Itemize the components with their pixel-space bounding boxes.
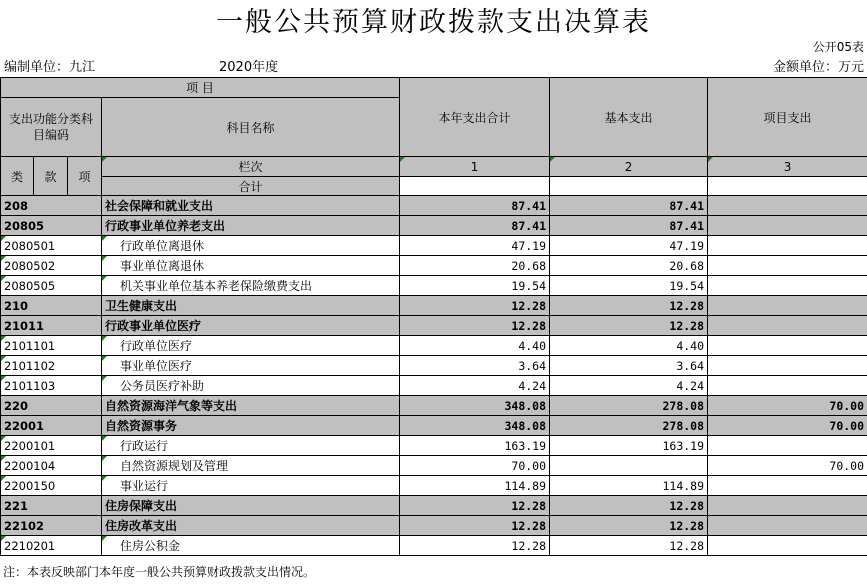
table-row — [1, 296, 867, 316]
header-heji: 合计 — [102, 177, 400, 196]
header-project-expenditure: 项目支出 — [708, 78, 867, 157]
row-basic: 4.40 — [550, 336, 708, 356]
row-basic: 163.19 — [550, 436, 708, 456]
row-code: 2200101 — [1, 436, 102, 456]
row-total: 12.28 — [400, 536, 550, 556]
header-kuan: 款 — [34, 157, 68, 196]
row-subject-name: 公务员医疗补助 — [102, 376, 400, 396]
row-total: 12.28 — [400, 296, 550, 316]
header-total: 本年支出合计 — [400, 78, 550, 157]
row-project-expenditure — [708, 436, 867, 456]
row-project-expenditure — [708, 196, 867, 216]
row-subject-name: 自然资源规划及管理 — [102, 456, 400, 476]
table-row — [1, 196, 867, 216]
row-basic: 19.54 — [550, 276, 708, 296]
row-total: 19.54 — [400, 276, 550, 296]
table-row — [1, 436, 867, 456]
row-project-expenditure — [708, 476, 867, 496]
row-project-expenditure — [708, 516, 867, 536]
table-row — [1, 456, 867, 476]
row-total: 87.41 — [400, 216, 550, 236]
row-basic: 278.08 — [550, 396, 708, 416]
project-sum-cell — [708, 177, 867, 196]
table-row — [1, 316, 867, 336]
row-code: 2080501 — [1, 236, 102, 256]
row-project-expenditure — [708, 336, 867, 356]
row-project-expenditure — [708, 316, 867, 336]
col-index-3: 3 — [708, 157, 867, 177]
table-note: 注：本表反映部门本年度一般公共预算财政拨款支出情况。 — [3, 565, 316, 579]
header-code-group: 支出功能分类科目编码 — [1, 98, 102, 157]
table-row — [1, 256, 867, 276]
row-code: 2101103 — [1, 376, 102, 396]
row-code: 21011 — [1, 316, 102, 336]
row-total: 47.19 — [400, 236, 550, 256]
row-subject-name: 住房公积金 — [102, 536, 400, 556]
row-project-expenditure — [708, 216, 867, 236]
row-subject-name: 事业单位离退休 — [102, 256, 400, 276]
row-basic: 278.08 — [550, 416, 708, 436]
row-project-expenditure — [708, 296, 867, 316]
header-lei: 类 — [1, 157, 34, 196]
compiling-unit: 编制单位：九江 — [4, 60, 96, 75]
row-project-expenditure — [708, 276, 867, 296]
table-row — [1, 476, 867, 496]
row-code: 220 — [1, 396, 102, 416]
row-subject-name: 卫生健康支出 — [102, 296, 400, 316]
row-code: 22102 — [1, 516, 102, 536]
row-subject-name: 住房保障支出 — [102, 496, 400, 516]
row-project-expenditure — [708, 376, 867, 396]
row-project-expenditure — [708, 356, 867, 376]
header-project: 项 目 — [1, 78, 400, 98]
row-basic: 20.68 — [550, 256, 708, 276]
row-project-expenditure: 70.00 — [708, 416, 867, 436]
row-project-expenditure: 70.00 — [708, 396, 867, 416]
row-basic: 87.41 — [550, 216, 708, 236]
row-total: 163.19 — [400, 436, 550, 456]
header-subject-name: 科目名称 — [102, 98, 400, 157]
header-lanci: 栏次 — [102, 157, 400, 177]
col-index-1: 1 — [400, 157, 550, 177]
header-xiang: 项 — [68, 157, 102, 196]
row-subject-name: 事业运行 — [102, 476, 400, 496]
row-total: 4.24 — [400, 376, 550, 396]
table-row — [1, 536, 867, 556]
row-code: 210 — [1, 296, 102, 316]
table-row — [1, 496, 867, 516]
basic-sum-cell — [550, 177, 708, 196]
row-subject-name: 行政事业单位养老支出 — [102, 216, 400, 236]
form-number: 公开05表 — [812, 40, 864, 54]
row-total: 348.08 — [400, 416, 550, 436]
row-basic: 87.41 — [550, 196, 708, 216]
row-total: 20.68 — [400, 256, 550, 276]
row-subject-name: 行政单位医疗 — [102, 336, 400, 356]
table-row — [1, 416, 867, 436]
row-code: 2210201 — [1, 536, 102, 556]
page-title: 一般公共预算财政拨款支出决算表 — [216, 7, 651, 38]
row-total: 114.89 — [400, 476, 550, 496]
row-project-expenditure: 70.00 — [708, 456, 867, 476]
row-total: 12.28 — [400, 316, 550, 336]
row-basic: 12.28 — [550, 516, 708, 536]
expenditure-table — [0, 77, 867, 556]
row-project-expenditure — [708, 236, 867, 256]
row-code: 2200104 — [1, 456, 102, 476]
row-basic: 114.89 — [550, 476, 708, 496]
row-basic: 12.28 — [550, 296, 708, 316]
row-basic: 47.19 — [550, 236, 708, 256]
row-total: 348.08 — [400, 396, 550, 416]
row-subject-name: 行政运行 — [102, 436, 400, 456]
row-basic — [550, 456, 708, 476]
row-code: 2080505 — [1, 276, 102, 296]
col-index-2: 2 — [550, 157, 708, 177]
row-subject-name: 社会保障和就业支出 — [102, 196, 400, 216]
row-basic: 4.24 — [550, 376, 708, 396]
row-project-expenditure — [708, 256, 867, 276]
fiscal-year: 2020年度 — [219, 60, 279, 75]
table-row — [1, 236, 867, 256]
row-total: 3.64 — [400, 356, 550, 376]
row-code: 2101101 — [1, 336, 102, 356]
row-code: 2080502 — [1, 256, 102, 276]
row-code: 20805 — [1, 216, 102, 236]
table-row — [1, 276, 867, 296]
row-subject-name: 住房改革支出 — [102, 516, 400, 536]
row-total: 12.28 — [400, 496, 550, 516]
row-code: 208 — [1, 196, 102, 216]
row-total: 70.00 — [400, 456, 550, 476]
header-basic: 基本支出 — [550, 78, 708, 157]
row-total: 12.28 — [400, 516, 550, 536]
table-row — [1, 376, 867, 396]
row-basic: 12.28 — [550, 316, 708, 336]
row-basic: 3.64 — [550, 356, 708, 376]
row-basic: 12.28 — [550, 536, 708, 556]
table-row — [1, 336, 867, 356]
row-total: 4.40 — [400, 336, 550, 356]
row-subject-name: 自然资源海洋气象等支出 — [102, 396, 400, 416]
row-code: 2101102 — [1, 356, 102, 376]
row-subject-name: 行政单位离退休 — [102, 236, 400, 256]
row-total: 87.41 — [400, 196, 550, 216]
row-project-expenditure — [708, 496, 867, 516]
table-row — [1, 396, 867, 416]
row-subject-name: 机关事业单位基本养老保险缴费支出 — [102, 276, 400, 296]
row-subject-name: 自然资源事务 — [102, 416, 400, 436]
table-row — [1, 356, 867, 376]
row-code: 22001 — [1, 416, 102, 436]
row-project-expenditure — [708, 536, 867, 556]
row-basic: 12.28 — [550, 496, 708, 516]
amount-unit: 金额单位：万元 — [772, 60, 864, 75]
row-subject-name: 事业单位医疗 — [102, 356, 400, 376]
row-code: 221 — [1, 496, 102, 516]
total-sum-cell — [400, 177, 550, 196]
table-row — [1, 216, 867, 236]
table-row — [1, 516, 867, 536]
row-code: 2200150 — [1, 476, 102, 496]
row-subject-name: 行政事业单位医疗 — [102, 316, 400, 336]
